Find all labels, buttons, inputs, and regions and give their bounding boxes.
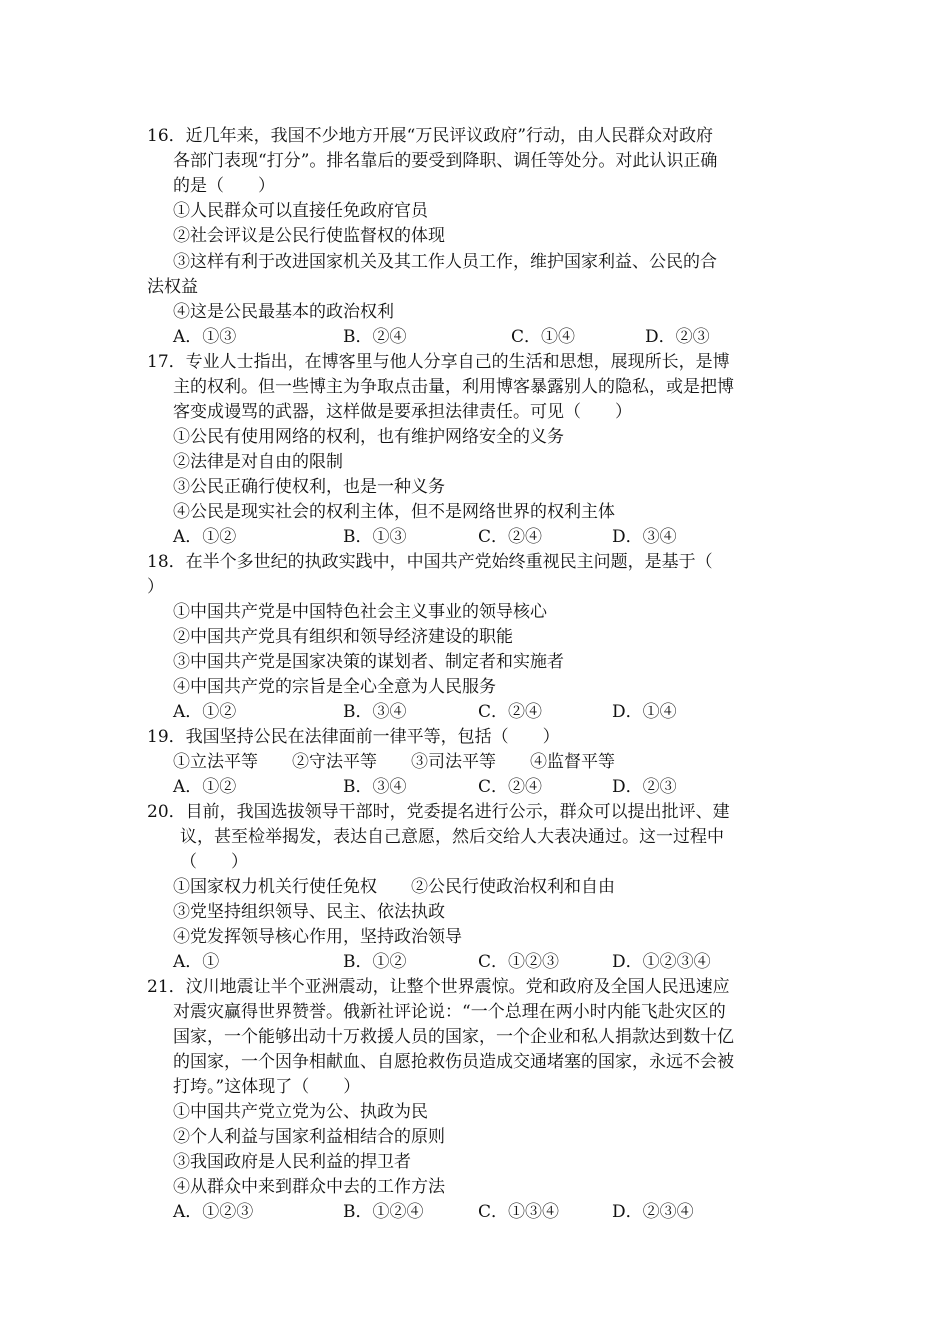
option-d: D．②③ xyxy=(645,327,710,347)
choice-item: ①中国共产党是中国特色社会主义事业的领导核心 xyxy=(173,602,547,622)
option-a: A．①② xyxy=(173,527,237,547)
option-a: A．①② xyxy=(173,702,237,722)
choice-item: ③我国政府是人民利益的捍卫者 xyxy=(173,1152,411,1172)
option-d: D．③④ xyxy=(612,527,677,547)
option-b: B．③④ xyxy=(343,702,407,722)
choice-item: ②中国共产党具有组织和领导经济建设的职能 xyxy=(173,627,513,647)
question-text: 18．在半个多世纪的执政实践中，中国共产党始终重视民主问题，是基于（ xyxy=(147,552,713,572)
choice-item: ④这是公民最基本的政治权利 xyxy=(173,302,394,322)
question-text: 各部门表现“打分”。排名靠后的要受到降职、调任等处分。对此认识正确 xyxy=(173,151,718,171)
question-text: 20．目前，我国选拔领导干部时，党委提名进行公示，群众可以提出批评、建 xyxy=(147,802,730,822)
question-text: 的是（ ） xyxy=(173,176,275,196)
choice-item: ①中国共产党立党为公、执政为民 xyxy=(173,1102,428,1122)
question-text: 19．我国坚持公民在法律面前一律平等，包括（ ） xyxy=(147,727,560,747)
option-a: A．①②③ xyxy=(173,1202,254,1222)
question-text: 打垮。”这体现了（ ） xyxy=(173,1077,361,1097)
choice-item: ④从群众中来到群众中去的工作方法 xyxy=(173,1177,445,1197)
choice-item: ②个人利益与国家利益相结合的原则 xyxy=(173,1127,445,1147)
choice-item: ①人民群众可以直接任免政府官员 xyxy=(173,201,428,221)
question-text: 国家，一个能够出动十万救援人员的国家，一个企业和私人捐款达到数十亿 xyxy=(173,1027,734,1047)
choice-item: 法权益 xyxy=(147,277,198,297)
choice-item: ③中国共产党是国家决策的谋划者、制定者和实施者 xyxy=(173,652,564,672)
option-c: C．②④ xyxy=(478,702,543,722)
question-text: （ ） xyxy=(180,852,248,872)
choice-item: ③党坚持组织领导、民主、依法执政 xyxy=(173,902,445,922)
question-text: 17．专业人士指出，在博客里与他人分享自己的生活和思想，展现所长，是博 xyxy=(147,352,730,372)
option-b: B．①② xyxy=(343,952,407,972)
option-b: B．③④ xyxy=(343,777,407,797)
option-c: C．②④ xyxy=(478,527,543,547)
option-b: B．①②④ xyxy=(343,1202,424,1222)
option-c: C．②④ xyxy=(478,777,543,797)
choice-item: ③公民正确行使权利，也是一种义务 xyxy=(173,477,445,497)
question-text: 21．汶川地震让半个亚洲震动，让整个世界震惊。党和政府及全国人民迅速应 xyxy=(147,977,730,997)
option-a: A．① xyxy=(173,952,220,972)
option-c: C．①②③ xyxy=(478,952,560,972)
option-a: A．①③ xyxy=(173,327,237,347)
choice-item: ④党发挥领导核心作用，坚持政治领导 xyxy=(173,927,462,947)
choice-item: ②社会评议是公民行使监督权的体现 xyxy=(173,226,445,246)
question-text: 客变成谩骂的武器，这样做是要承担法律责任。可见（ ） xyxy=(173,402,632,422)
option-b: B．①③ xyxy=(343,527,407,547)
question-text: 议，甚至检举揭发，表达自己意愿，然后交给人大表决通过。这一过程中 xyxy=(180,827,724,847)
choice-item: ③这样有利于改进国家机关及其工作人员工作，维护国家利益、公民的合 xyxy=(173,252,717,272)
option-a: A．①② xyxy=(173,777,237,797)
choice-item: ④公民是现实社会的权利主体，但不是网络世界的权利主体 xyxy=(173,502,615,522)
choice-item: ④中国共产党的宗旨是全心全意为人民服务 xyxy=(173,677,496,697)
choice-item: ①国家权力机关行使任免权 ②公民行使政治权利和自由 xyxy=(173,877,615,897)
question-text: 16．近几年来，我国不少地方开展“万民评议政府”行动，由人民群众对政府 xyxy=(147,126,714,146)
option-c: C．①④ xyxy=(511,327,576,347)
choice-item: ①立法平等 ②守法平等 ③司法平等 ④监督平等 xyxy=(173,752,615,772)
choice-item: ①公民有使用网络的权利，也有维护网络安全的义务 xyxy=(173,427,564,447)
question-text: 的国家，一个因争相献血、自愿抢救伤员造成交通堵塞的国家，永远不会被 xyxy=(173,1052,734,1072)
question-text: 主的权利。但一些博主为争取点击量，利用博客暴露别人的隐私，或是把博 xyxy=(173,377,734,397)
choice-item: ②法律是对自由的限制 xyxy=(173,452,343,472)
option-d: D．②③ xyxy=(612,777,677,797)
option-d: D．②③④ xyxy=(612,1202,694,1222)
option-c: C．①③④ xyxy=(478,1202,560,1222)
question-text: ） xyxy=(147,577,164,597)
option-d: D．①④ xyxy=(612,702,677,722)
option-d: D．①②③④ xyxy=(612,952,711,972)
option-b: B．②④ xyxy=(343,327,407,347)
question-text: 对震灾赢得世界赞誉。俄新社评论说：“一个总理在两小时内能飞赴灾区的 xyxy=(173,1002,726,1022)
